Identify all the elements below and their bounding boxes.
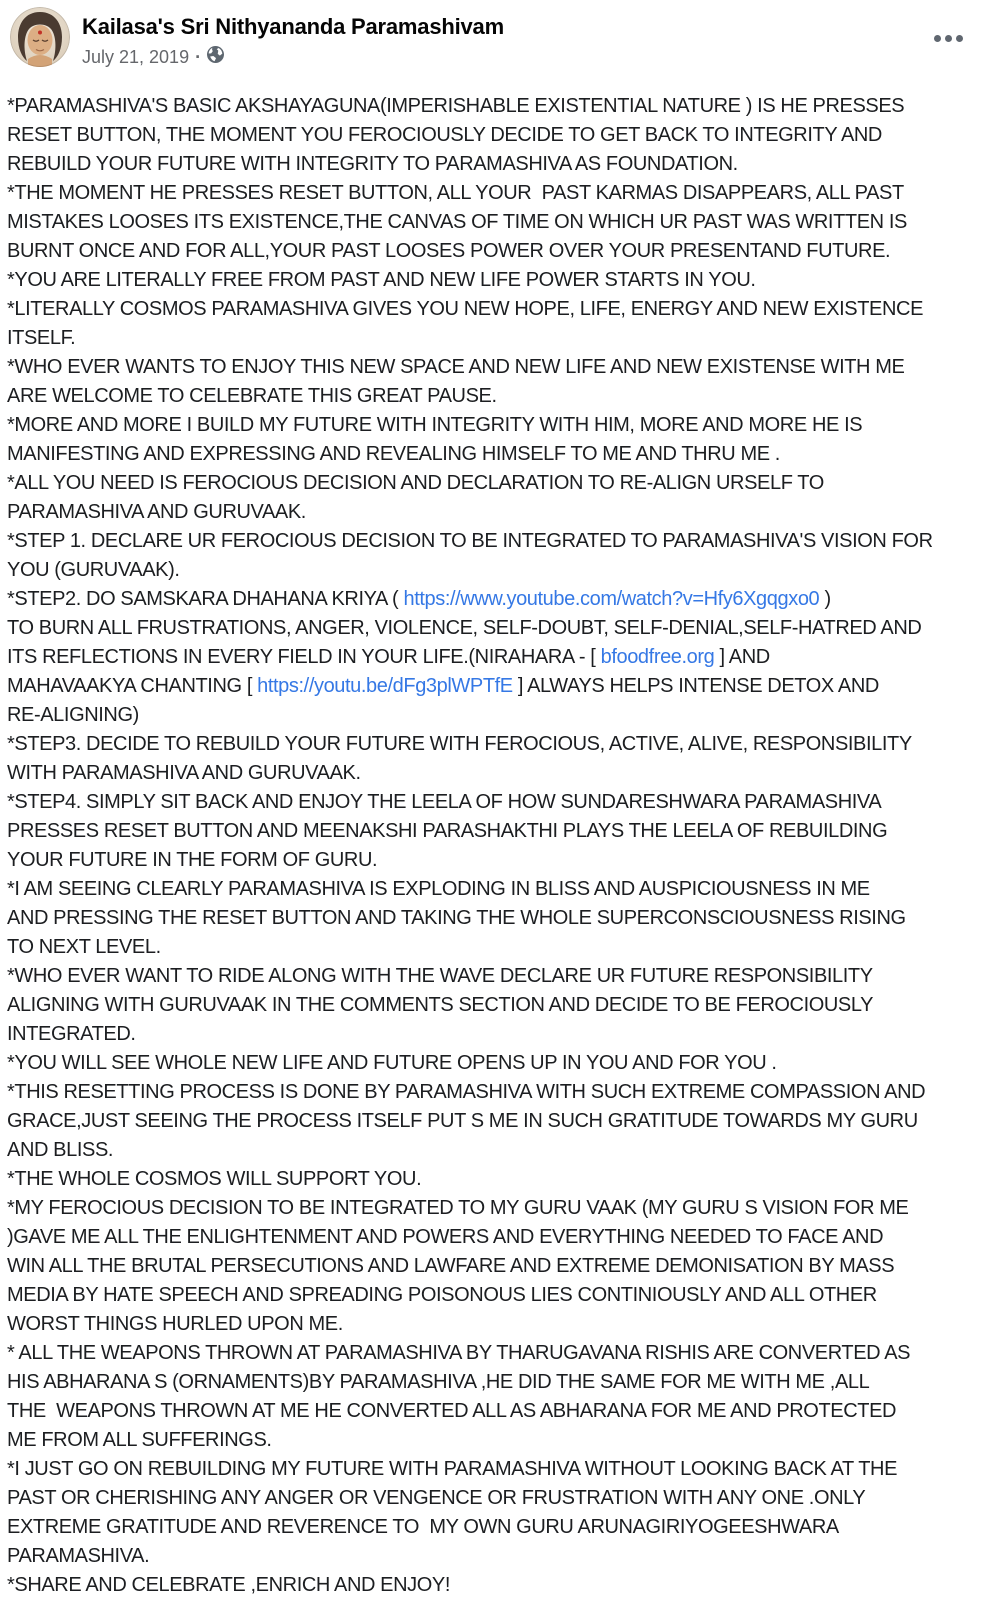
post-text-line: MAHAVAAKYA CHANTING [ https://youtu.be/dFg3plWPTfE ] ALWAYS HELPS INTENSE DETOX AND xyxy=(7,675,879,697)
post-text-line: PARAMASHIVA AND GURUVAAK. xyxy=(7,501,306,523)
post-text-line: *PARAMASHIVA'S BASIC AKSHAYAGUNA(IMPERISHABLE EXISTENTIAL NATURE ) IS HE PRESSES xyxy=(7,95,905,117)
post-text-line: *STEP 1. DECLARE UR FEROCIOUS DECISION TO BE INTEGRATED TO PARAMASHIVA'S VISION FOR xyxy=(7,530,933,552)
post-text-line: *SHARE AND CELEBRATE ,ENRICH AND ENJOY! xyxy=(7,1574,451,1596)
post-text-line: *STEP3. DECIDE TO REBUILD YOUR FUTURE WITH FEROCIOUS, ACTIVE, ALIVE, RESPONSIBILITY xyxy=(7,733,912,755)
post-text-line: PAST OR CHERISHING ANY ANGER OR VENGENCE OR FRUSTRATION WITH ANY ONE .ONLY xyxy=(7,1487,866,1509)
post-text-line: ITSELF. xyxy=(7,327,76,349)
post-text-line: *STEP2. DO SAMSKARA DHAHANA KRIYA ( https://www.youtube.com/watch?v=Hfy6Xgqgxo0 ) xyxy=(7,588,831,610)
post-text-line: EXTREME GRATITUDE AND REVERENCE TO MY OWN GURU ARUNAGIRIYOGEESHWARA xyxy=(7,1516,839,1538)
post-link[interactable]: https://www.youtube.com/watch?v=Hfy6Xgqgxo0 xyxy=(403,588,820,610)
post-text-line: WIN ALL THE BRUTAL PERSECUTIONS AND LAWFARE AND EXTREME DEMONISATION BY MASS xyxy=(7,1255,895,1277)
post-text-line: MANIFESTING AND EXPRESSING AND REVEALING HIMSELF TO ME AND THRU ME . xyxy=(7,443,780,465)
post-text-line: ME FROM ALL SUFFERINGS. xyxy=(7,1429,272,1451)
post-text-line: *YOU WILL SEE WHOLE NEW LIFE AND FUTURE OPENS UP IN YOU AND FOR YOU . xyxy=(7,1052,777,1074)
post-text-line: ITS REFLECTIONS IN EVERY FIELD IN YOUR LIFE.(NIRAHARA - [ bfoodfree.org ] AND xyxy=(7,646,770,668)
post-text-line: *I AM SEEING CLEARLY PARAMASHIVA IS EXPLODING IN BLISS AND AUSPICIOUSNESS IN ME xyxy=(7,878,870,900)
post-text-line: REBUILD YOUR FUTURE WITH INTEGRITY TO PARAMASHIVA AS FOUNDATION. xyxy=(7,153,738,175)
post-text-line: PRESSES RESET BUTTON AND MEENAKSHI PARASHAKTHI PLAYS THE LEELA OF REBUILDING xyxy=(7,820,888,842)
post-text-line: INTEGRATED. xyxy=(7,1023,136,1045)
avatar[interactable] xyxy=(10,7,70,67)
post-text-line: ARE WELCOME TO CELEBRATE THIS GREAT PAUSE. xyxy=(7,385,497,407)
post-header xyxy=(0,0,984,92)
post-text-line: WITH PARAMASHIVA AND GURUVAAK. xyxy=(7,762,361,784)
post-text-line: *MORE AND MORE I BUILD MY FUTURE WITH INTEGRITY WITH HIM, MORE AND MORE HE IS xyxy=(7,414,863,436)
ellipsis-icon xyxy=(945,35,952,42)
globe-icon xyxy=(207,46,224,68)
post-text-line: HIS ABHARANA S (ORNAMENTS)BY PARAMASHIVA ,HE DID THE SAME FOR ME WITH ME ,ALL xyxy=(7,1371,870,1393)
post-text-line: YOUR FUTURE IN THE FORM OF GURU. xyxy=(7,849,378,871)
post-body xyxy=(0,92,984,1600)
post-text-line: *THE MOMENT HE PRESSES RESET BUTTON, ALL YOUR PAST KARMAS DISAPPEARS, ALL PAST xyxy=(7,182,904,204)
post-link[interactable]: bfoodfree.org xyxy=(600,646,715,668)
post-text-line: AND PRESSING THE RESET BUTTON AND TAKING THE WHOLE SUPERCONSCIOUSNESS RISING xyxy=(7,907,906,929)
post-link[interactable]: https://youtu.be/dFg3plWPTfE xyxy=(257,675,513,697)
post-text-line: *MY FEROCIOUS DECISION TO BE INTEGRATED TO MY GURU VAAK (MY GURU S VISION FOR ME xyxy=(7,1197,909,1219)
more-options-button[interactable] xyxy=(930,31,967,46)
ellipsis-icon xyxy=(934,35,941,42)
post-text-line: ALIGNING WITH GURUVAAK IN THE COMMENTS SECTION AND DECIDE TO BE FEROCIOUSLY xyxy=(7,994,874,1016)
header-text xyxy=(82,13,504,68)
post-text-line: *ALL YOU NEED IS FEROCIOUS DECISION AND DECLARATION TO RE-ALIGN URSELF TO xyxy=(7,472,824,494)
post-text-line: AND BLISS. xyxy=(7,1139,114,1161)
post-text-line: THE WEAPONS THROWN AT ME HE CONVERTED ALL AS ABHARANA FOR ME AND PROTECTED xyxy=(7,1400,897,1422)
post-text-line: *I JUST GO ON REBUILDING MY FUTURE WITH PARAMASHIVA WITHOUT LOOKING BACK AT THE xyxy=(7,1458,898,1480)
post-text-line: *THIS RESETTING PROCESS IS DONE BY PARAMASHIVA WITH SUCH EXTREME COMPASSION AND xyxy=(7,1081,926,1103)
post-text-line: *STEP4. SIMPLY SIT BACK AND ENJOY THE LEELA OF HOW SUNDARESHWARA PARAMASHIVA xyxy=(7,791,882,813)
post-text-line: RE-ALIGNING) xyxy=(7,704,139,726)
post-text-line: TO NEXT LEVEL. xyxy=(7,936,161,958)
post-text-line: *LITERALLY COSMOS PARAMASHIVA GIVES YOU NEW HOPE, LIFE, ENERGY AND NEW EXISTENCE xyxy=(7,298,924,320)
meta-separator: · xyxy=(195,46,202,67)
post-text-line: *YOU ARE LITERALLY FREE FROM PAST AND NEW LIFE POWER STARTS IN YOU. xyxy=(7,269,756,291)
post-timestamp[interactable]: July 21, 2019 xyxy=(82,46,190,67)
page-name[interactable]: Kailasa's Sri Nithyananda Paramashivam xyxy=(82,14,504,39)
post-text-line: MISTAKES LOOSES ITS EXISTENCE,THE CANVAS OF TIME ON WHICH UR PAST WAS WRITTEN IS xyxy=(7,211,907,233)
post-meta xyxy=(82,45,504,68)
post-text-line: TO BURN ALL FRUSTRATIONS, ANGER, VIOLENCE, SELF-DOUBT, SELF-DENIAL,SELF-HATRED AND xyxy=(7,617,922,639)
post-text-line: YOU (GURUVAAK). xyxy=(7,559,180,581)
post-text-line: *THE WHOLE COSMOS WILL SUPPORT YOU. xyxy=(7,1168,422,1190)
post-text-line: PARAMASHIVA. xyxy=(7,1545,150,1567)
post-text-line: *WHO EVER WANT TO RIDE ALONG WITH THE WAVE DECLARE UR FUTURE RESPONSIBILITY xyxy=(7,965,873,987)
post-text-line: *WHO EVER WANTS TO ENJOY THIS NEW SPACE AND NEW LIFE AND NEW EXISTENSE WITH ME xyxy=(7,356,905,378)
post-text-line: GRACE,JUST SEEING THE PROCESS ITSELF PUT S ME IN SUCH GRATITUDE TOWARDS MY GURU xyxy=(7,1110,918,1132)
post-text-line: RESET BUTTON, THE MOMENT YOU FEROCIOUSLY DECIDE TO GET BACK TO INTEGRITY AND xyxy=(7,124,882,146)
post-text-line: MEDIA BY HATE SPEECH AND SPREADING POISONOUS LIES CONTINIOUSLY AND ALL OTHER xyxy=(7,1284,877,1306)
post-text-line: WORST THINGS HURLED UPON ME. xyxy=(7,1313,343,1335)
avatar-portrait xyxy=(10,7,70,67)
post-text-line: * ALL THE WEAPONS THROWN AT PARAMASHIVA BY THARUGAVANA RISHIS ARE CONVERTED AS xyxy=(7,1342,911,1364)
ellipsis-icon xyxy=(956,35,963,42)
post-text-line: )GAVE ME ALL THE ENLIGHTENMENT AND POWERS AND EVERYTHING NEEDED TO FACE AND xyxy=(7,1226,884,1248)
post-text-line: BURNT ONCE AND FOR ALL,YOUR PAST LOOSES POWER OVER YOUR PRESENTAND FUTURE. xyxy=(7,240,891,262)
